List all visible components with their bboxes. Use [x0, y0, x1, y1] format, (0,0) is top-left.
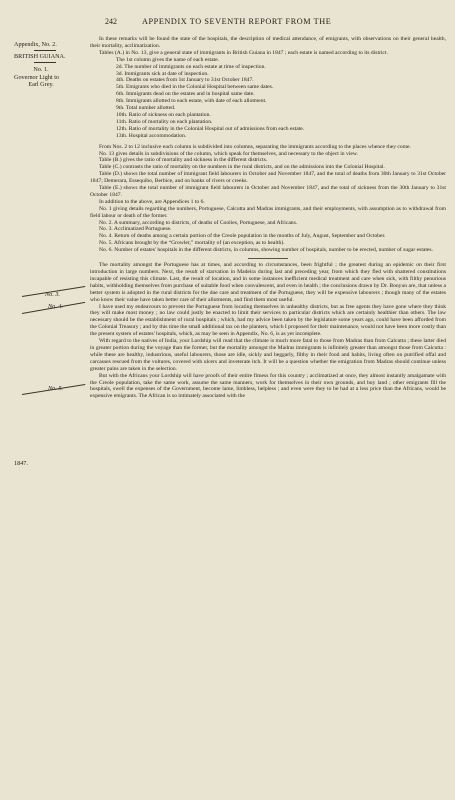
page-number: 242: [105, 17, 117, 26]
running-title: APPENDIX TO SEVENTH REPORT FROM THE: [142, 17, 332, 26]
section-separator: [248, 258, 288, 259]
list-item: 3d. Immigrants sick at date of inspection.: [116, 70, 209, 77]
sidebar-year: 1847.: [14, 460, 28, 467]
column-list: [90, 57, 446, 140]
list-item: 6th. Immigrants dead on the estates and in hospital same date.: [116, 91, 255, 98]
sidebar-heading: [14, 41, 82, 88]
list-item: 12th. Ratio of mortality in the Colonial Hospital out of admissions from each estate.: [116, 125, 305, 132]
sidebar-colony: BRITISH GUIANA.: [14, 53, 66, 61]
paragraph: No. 1 giving details regarding the numbers, Portuguese, Calcutta and Madras immigrants, and their employments, with assumption as to withdrawal from field labour or death of the former.: [90, 205, 446, 219]
body-text: [90, 36, 446, 400]
paragraph: No. 13 gives details in subdivisions of the column, which speak for themselves, and necessary to the object in view.: [99, 150, 358, 157]
list-item: 8th. Immigrants allotted to each estate, with date of each allotment.: [116, 98, 267, 105]
paragraph: No. 2. A summary, according to districts, of deaths of Coolies, Portuguese, and Africans.: [99, 219, 298, 226]
sidebar-letter-line1: Governor Light to: [14, 73, 60, 81]
running-header: [0, 17, 455, 29]
paragraph: Table (B.) gives the ratio of mortality and sickness in the different districts.: [99, 157, 268, 164]
paragraph: No. 3. Acclimatized Portuguese.: [99, 226, 172, 233]
list-item: 4th. Deaths on estates from 1st January to 31st October 1847.: [116, 77, 254, 84]
paragraph: I have used my endeavours to prevent the Portuguese from locating themselves in unhealthy districts, but as free agents they have gone where they think they will make most money ; no law could justly be enacted to limit their services to particular districts which are certainly healthier than others. The law necessary should be the establishment of rural hospitals ; which, had my advice been taken by the legislature some years ago, could have been afforded from the Colonial Treasury ; and by this time the small additional tax on the planters, which I proposed for their maintenance, would not have been more costly than the present system of estates' hospitals, which, as may be seen in Appendix, No. 6, is as yet incomplete.: [90, 303, 446, 338]
sidebar-number: No. 1.: [33, 66, 49, 74]
list-item: 11th. Ratio of mortality on each plantation.: [116, 118, 213, 125]
paragraph: From Nos. 2 to 12 inclusive each column is subdivided into columns, separating the immigrants according to the places whence they come.: [99, 143, 411, 150]
paragraph: In these remarks will be found the state of the hospitals, the description of medical attendance, of emigrants, with observations on their general health, their mortality, acclimatization.: [90, 36, 446, 49]
margin-note-no3: No. 3.: [45, 291, 60, 298]
paragraph: Tables (A.) in No. 13, give a general state of immigrants in British Guiana in 1847 ; each estate is named according to its district.: [99, 49, 388, 56]
list-item: 5th. Emigrants who died in the Colonial Hospital between same dates.: [116, 84, 274, 91]
margin-note-no5: No. 5.: [48, 385, 63, 392]
list-item: 10th. Ratio of sickness on each plantation.: [116, 111, 211, 118]
margin-note-no4: No. 4.: [48, 303, 63, 310]
list-item: The 1st column gives the name of each estate.: [116, 56, 219, 63]
sidebar-rule: [34, 62, 56, 63]
paragraph: With regard to the natives of India, your Lordship will read that the climate is much more fatal to those from Madras than from Calcutta ; these latter died in greater portion during the voyage than the former, but the mortality amongst the Madras immigrants is infinitely greater than amongst those from Calcutta : while these are healthy, industrious, useful labourers, those are idle, sickly and beggarly, filthy in their food and habits, living often on putrified offal and carcasses rescued from the vultures, covered with ulcers and inveterate itch. It will be a question whether the emigration from Madras should continue unless greater pains are taken in the selection.: [90, 338, 446, 372]
sidebar-letter-line2: Earl Grey.: [28, 80, 54, 88]
paragraph: No. 6. Number of estates' hospitals in the different districts, in columns, showing number of hospitals, number to be erected, number of sugar estates.: [99, 247, 433, 254]
list-item: 9th. Total number allotted.: [116, 105, 176, 112]
sidebar-appendix: Appendix, No. 2.: [14, 41, 57, 48]
paragraph: But with the Africans your Lordship will have proofs of their entire fitness for this country ; acclimatized at once, they almost instantly amalgamate with the Creole population, take the same work, assume the same manners, work for themselves in their own grounds, and buy land ; other emigrants fill the hospitals, swell the expenses of the Government, become lame, limbless, helpless ; and even were they to be had at a less price than the Africans, would be expensive emigrants. The African is so intimately associated with the: [90, 372, 446, 400]
paragraph: In addition to the above, are Appendices 1 to 6.: [99, 198, 205, 205]
paragraph: Table (E.) shows the total number of immigrant field labourers in October and November 1847, and the total of sickness from the 30th January to 31st October 1847.: [90, 185, 446, 198]
paragraph: No. 4. Return of deaths among a certain portion of the Creole population in the months of July, August, September and October.: [99, 233, 386, 240]
paragraph: Table (C.) contrasts the ratio of mortality on the numbers in the rural districts, and on the admissions into the Colonial Hospital.: [99, 164, 385, 171]
list-item: 13th. Hospital accommodation.: [116, 132, 187, 139]
paragraph: The mortality amongst the Portuguese has at times, and according to circumstances, been frightful ; the greatest during an epidemic on their first introduction in large numbers. Next, the result of starvation in Madeira during last and preceding year, from which they fled with shattered constitutions incapable of resisting this climate. Last, the result of location, and in some instances inefficient medical treatment and care when sick, with filthy penurious habits, withholding themselves from purchase of suitable food when convalescent, and even in health ; the conclusions drawn by Dr. Bonyun are, that unless a better system is adopted in the rural districts for the due care and treatment of the Portuguese, they will be expensive labourers ; though many of the estates who know their value have taken better care of their allotments, and find them most useful.: [90, 262, 446, 303]
list-item: 2d. The number of immigrants on each estate at time of inspection.: [116, 63, 266, 70]
paragraph: No. 5. Africans brought by the “Growler,” mortality of (an exception, as to health).: [99, 240, 285, 247]
paragraph: Table (D.) shows the total number of immigrant field labourers in October and November 1847, and the total of deaths from 30th January to 31st October 1847; Demerara, Essequibo, Berbice, and on banks of rivers or creeks.: [90, 171, 446, 185]
sidebar-rule: [34, 50, 56, 51]
